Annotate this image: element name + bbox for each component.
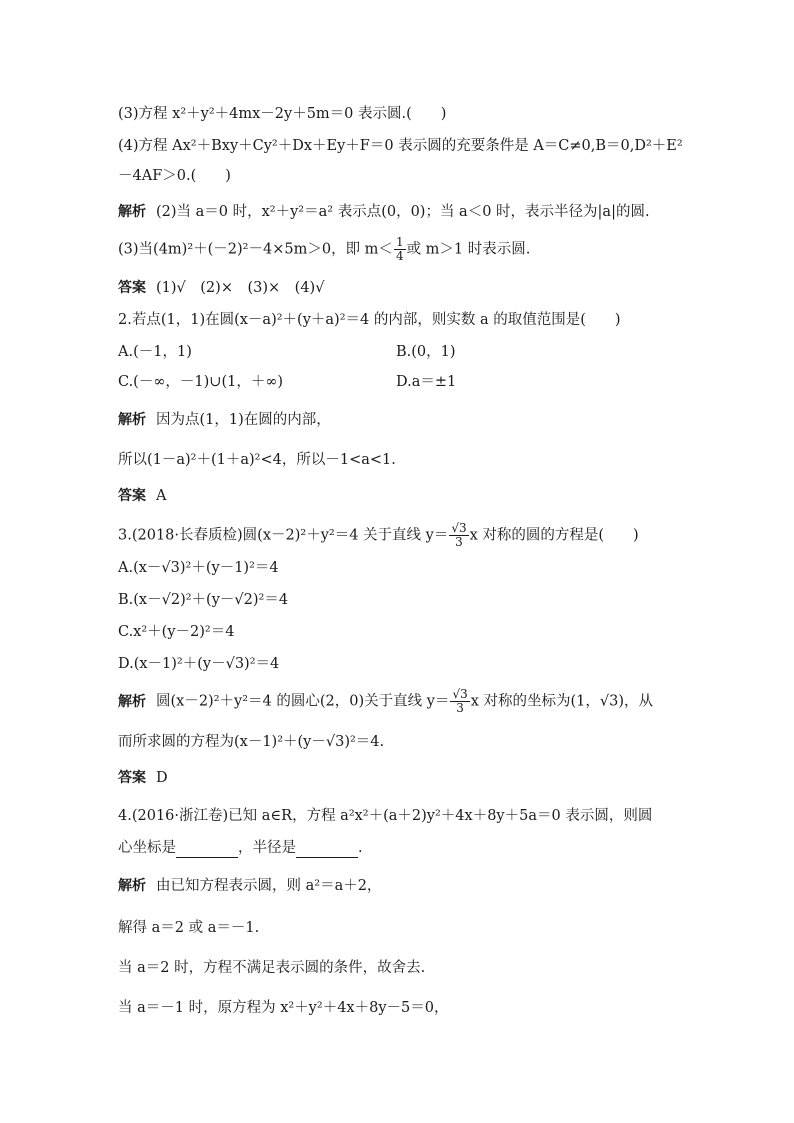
analysis-label: 解析	[118, 878, 146, 894]
question-3-answer: 答案 D	[118, 770, 168, 786]
analysis-line-2: (3)当(4m)²＋(－2)²－4×5m＞0，即 m＜ $\frac{1}{4}$ 或 m＞1 时表示圆.	[118, 235, 531, 263]
question-4-stem-1: 4.(2016·浙江卷)已知 a∈R，方程 a²x²＋(a＋2)y²＋4x＋8y＋5a＝0 表示圆，则圆	[118, 808, 653, 824]
answer-blank-center[interactable]	[176, 843, 238, 858]
question-3-option-b: B.(x－√2)²＋(y－√2)²＝4	[118, 592, 289, 608]
answer-label: 答案	[118, 770, 146, 786]
analysis-label: 解析	[118, 412, 146, 428]
question-4-stem-2: 心坐标是 ，半径是 .	[118, 840, 363, 856]
question-2-answer: 答案 A	[118, 488, 167, 504]
question-3-option-d: D.(x－1)²＋(y－√3)²＝4	[118, 656, 280, 672]
item-4-statement: (4)方程 Ax²＋Bxy＋Cy²＋Dx＋Ey＋F＝0 表示圆的充要条件是 A＝C≠0,B＝0,D²＋E²	[118, 138, 683, 154]
question-3-analysis-1: 解析 圆(x－2)²＋y²＝4 的圆心(2，0)关于直线 y＝ $\frac{√3}{3}$ x 对称的坐标为(1，√3)，从	[118, 687, 654, 715]
fraction: $\frac{√3}{3}$	[451, 521, 467, 549]
fraction: $\frac{1}{4}$	[395, 235, 404, 263]
fraction: $\frac{√3}{3}$	[452, 687, 468, 715]
question-3-option-c: C.x²＋(y－2)²＝4	[118, 624, 235, 640]
item-3-statement: (3)方程 x²＋y²＋4mx－2y＋5m＝0 表示圆.( )	[118, 106, 447, 122]
question-4-analysis-4: 当 a＝－1 时，原方程为 x²＋y²＋4x＋8y－5＝0，	[118, 1000, 449, 1016]
analysis-label: 解析	[118, 204, 146, 220]
answer-line: 答案 (1)√ (2)× (3)× (4)√	[118, 280, 325, 296]
answer-label: 答案	[118, 280, 146, 296]
question-3-analysis-2: 而所求圆的方程为(x－1)²＋(y－√3)²＝4.	[118, 734, 385, 750]
question-4-analysis-2: 解得 a＝2 或 a＝－1.	[118, 920, 260, 936]
answer-label: 答案	[118, 488, 146, 504]
analysis-line-1: 解析 (2)当 a＝0 时，x²＋y²＝a² 表示点(0，0)；当 a＜0 时，表示半径为|a|的圆.	[118, 204, 650, 220]
analysis-label: 解析	[118, 693, 146, 710]
question-2-analysis-1: 解析 因为点(1，1)在圆的内部，	[118, 412, 331, 428]
answer-blank-radius[interactable]	[296, 843, 358, 858]
question-2-option-c: C.(－∞，－1)∪(1，＋∞)	[118, 374, 284, 390]
question-3-stem: 3.(2018·长春质检)圆(x－2)²＋y²＝4 关于直线 y＝ $\frac{√3}{3}$ x 对称的圆的方程是( )	[118, 521, 639, 549]
question-3-option-a: A.(x－√3)²＋(y－1)²＝4	[118, 560, 279, 576]
question-4-analysis-1: 解析 由已知方程表示圆，则 a²＝a＋2，	[118, 878, 382, 894]
question-2-option-b: B.(0，1)	[396, 344, 456, 360]
question-2-option-a: A.(－1，1)	[118, 344, 192, 360]
question-2-option-d: D.a＝±1	[396, 374, 457, 390]
question-2-analysis-2: 所以(1－a)²＋(1＋a)²<4，所以－1<a<1.	[118, 452, 396, 468]
question-4-analysis-3: 当 a＝2 时，方程不满足表示圆的条件，故舍去.	[118, 960, 426, 976]
question-2-stem: 2.若点(1，1)在圆(x－a)²＋(y＋a)²＝4 的内部，则实数 a 的取值范围是( )	[118, 312, 621, 328]
item-4-statement-cont: －4AF＞0.( )	[118, 168, 231, 184]
